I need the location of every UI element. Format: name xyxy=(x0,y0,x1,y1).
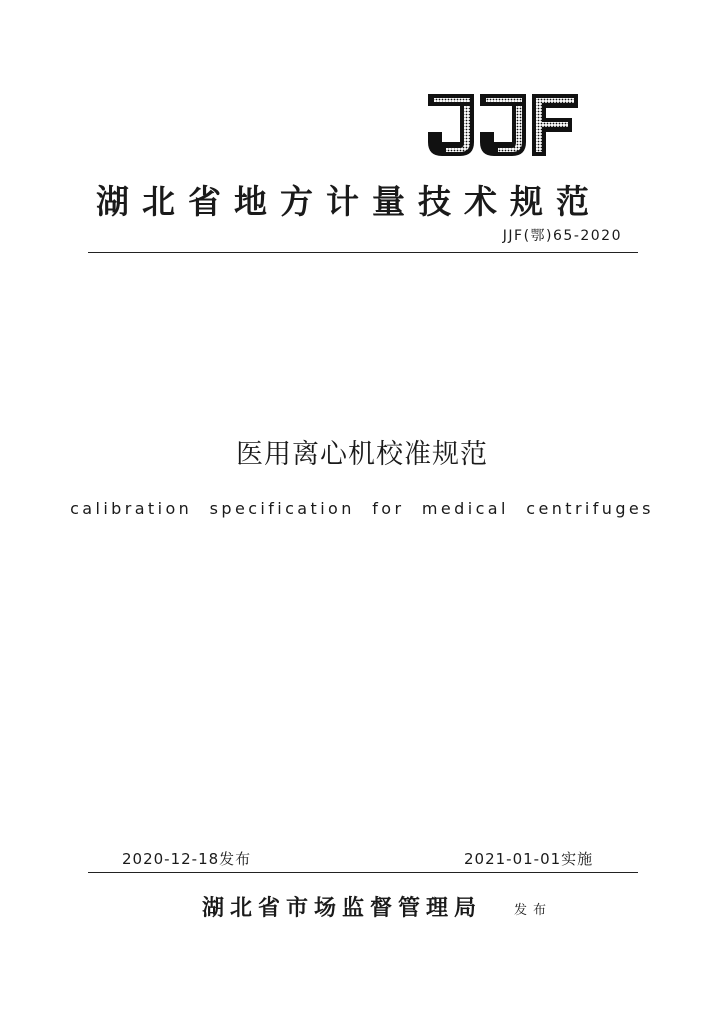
effective-date: 2021-01-01实施 xyxy=(464,850,594,868)
issue-date: 2020-12-18发布 xyxy=(122,850,252,868)
standard-number: JJF(鄂)65-2020 xyxy=(502,228,622,244)
logo-letter-f xyxy=(532,94,578,156)
jjf-logo xyxy=(426,92,580,158)
series-title: 湖北省地方计量技术规范 xyxy=(96,182,602,221)
document-title: 医用离心机校准规范 xyxy=(236,439,488,470)
top-divider xyxy=(88,252,638,253)
logo-letter-j1 xyxy=(428,94,474,156)
publisher-suffix: 发布 xyxy=(514,903,553,918)
document-subtitle: calibration specification for medical centrifuges xyxy=(70,499,654,518)
publisher: 湖北省市场监督管理局 xyxy=(202,895,483,921)
bottom-divider xyxy=(88,872,638,873)
logo-letter-j2 xyxy=(480,94,526,156)
